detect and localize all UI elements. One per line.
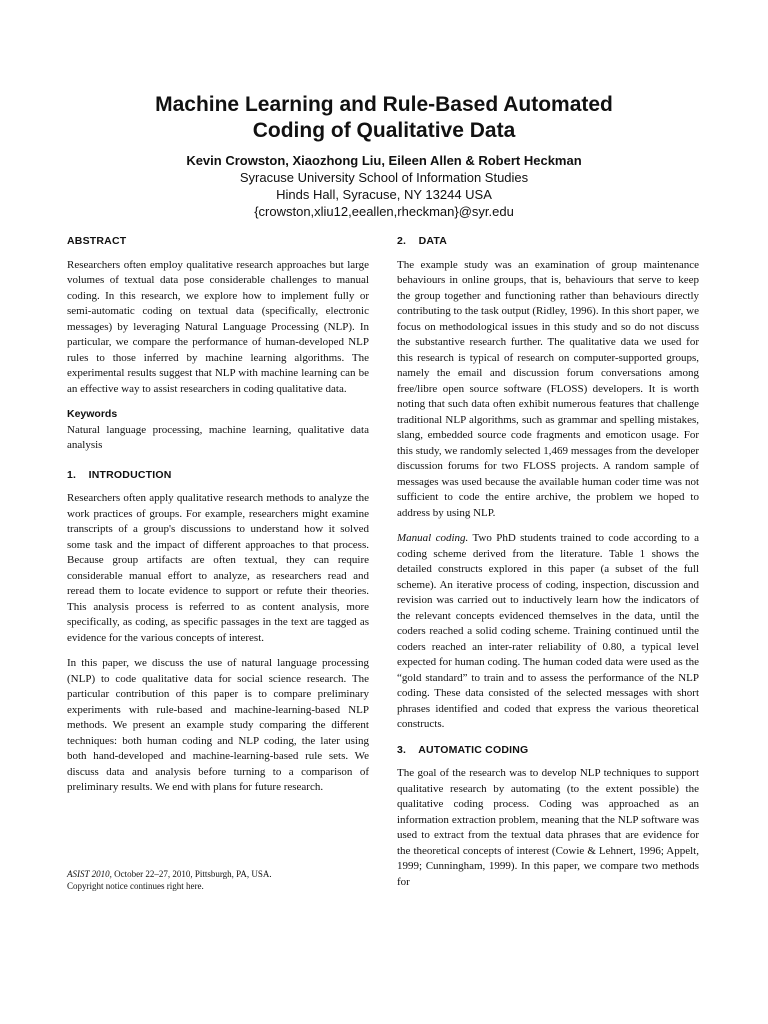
abstract-heading: ABSTRACT [67,235,127,247]
keywords-heading: Keywords [67,408,118,420]
manual-coding-lead: Manual coding. [397,532,469,544]
introduction-paragraph-1: Researchers often apply qualitative research methods to analyze the work practices of groups. For example, researchers might examine transcripts of a group's discussions to understand how it solved some task and the impact of different approaches to that process. Because group artifacts are often textual, they can require considerable manual effort to analyze, as researchers read and reread them to locate evidence to support or refute their theories. This analysis process is referred to as content analysis, more specifically, as coding, as specific passages in the text are tagged as evidence for the various concepts of interest. [67,492,369,644]
data-paragraph-2 [397,531,699,733]
introduction-heading: 1. INTRODUCTION [67,468,172,481]
affiliation-emails: {crowston,xliu12,eeallen,rheckman}@syr.edu [254,204,514,219]
author-list: Kevin Crowston, Xiaozhong Liu, Eileen Allen & Robert Heckman [186,153,582,168]
affiliation-school: Syracuse University School of Information Studies [239,170,529,185]
footnote-venue-line [67,868,369,880]
footnote-copyright: Copyright notice continues right here. [67,881,204,891]
data-paragraph-1: The example study was an examination of group maintenance behaviours in online groups, that is, behaviours that serve to keep the group together and functioning rather than behaviours directly contributing to the task output (Ridley, 1996). In this short paper, we focus on methodological issues in this study and so do not discuss the substantive research further. The qualitative data we used for this research is typical of research on computer-supported groups, namely the email and discussion forum conversations among free/libre open source software (FLOSS) developers. It is worth noting that such data often exhibit numerous features that challenge traditional NLP algorithms, such as grammar and spelling mistakes, slang, embedded source code fragments and emoticon usage. For this study, we randomly selected 1,469 messages from the developer discussion forums for two FLOSS projects. A random sample of messages was used because the available human coder time was not sufficient to code the entire archive, the problem we hoped to address by using NLP. [397,258,699,519]
paper-title [0,92,768,144]
footnote [67,868,369,892]
footnote-venue: ASIST 2010, [67,869,112,879]
manual-coding-text: Two PhD students trained to code according to a coding scheme derived from the literature. Table 1 shows the detailed constructs explored in this paper (a subset of the full scheme). An iterative process of coding, inspection, discussion and revision was carried out to inductively learn how the indicators of the relevant concepts evidenced themselves in the data, until the coders reached a solid coding scheme. Training continued until the coders reached an inter-rater reliability of 0.80, a typical level expected for human coding. The human coded data were used as the “gold standard” to train and to assess the performance of the NLP coding. These data consisted of the selected messages with short phrases identified and coded that express the various theoretical constructs. [397,532,699,730]
left-column [67,234,369,806]
introduction-paragraph-2: In this paper, we discuss the use of natural language processing (NLP) to code qualitative data for social science research. The particular contribution of this paper is to compare preliminary experiments with rule-based and machine-learning-based NLP methods. We present an example study comparing the different techniques: both human coding and NLP coding, the later using both hand-developed and machine-learning-based rule sets. We discuss data and analysis before turning to a comparison of preliminary results. We end with plans for future research. [67,657,369,793]
paper-title-line-2: Coding of Qualitative Data [252,119,516,142]
paper-header [0,92,768,220]
right-column [397,234,699,900]
data-heading: 2. DATA [397,235,448,247]
keywords-text: Natural language processing, machine learning, qualitative data analysis [67,423,369,451]
affiliation-address: Hinds Hall, Syracuse, NY 13244 USA [276,187,492,202]
paper-title-line-1: Machine Learning and Rule-Based Automated [155,93,613,116]
abstract-text: Researchers often employ qualitative research approaches but large volumes of textual data pose considerable challenges to manual coding. In this research, we explore how to implement fully or semi-automatic coding on textual data (specifically, electronic messages) by leveraging Natural Language Processing (NLP). In particular, we compare the performance of human-developed NLP rules to those inferred by machine learning algorithms. The experimental results suggest that NLP with machine learning can be an effective way to assist researchers in coding qualitative data. [67,258,369,395]
automatic-coding-heading: 3. AUTOMATIC CODING [397,743,529,756]
automatic-coding-paragraph-1: The goal of the research was to develop NLP techniques to support qualitative research by automating (to the extent possible) the qualitative coding process. Coding was approached as an information extraction problem, meaning that the NLP software was used to extract from the textual data phrases that are evidence for the theoretical concepts of interest (Cowie & Lehnert, 1996; Appelt, 1999; Cunningham, 1999). In this paper, we compare two methods for [397,767,699,888]
footnote-details: October 22–27, 2010, Pittsburgh, PA, USA. [111,869,272,879]
